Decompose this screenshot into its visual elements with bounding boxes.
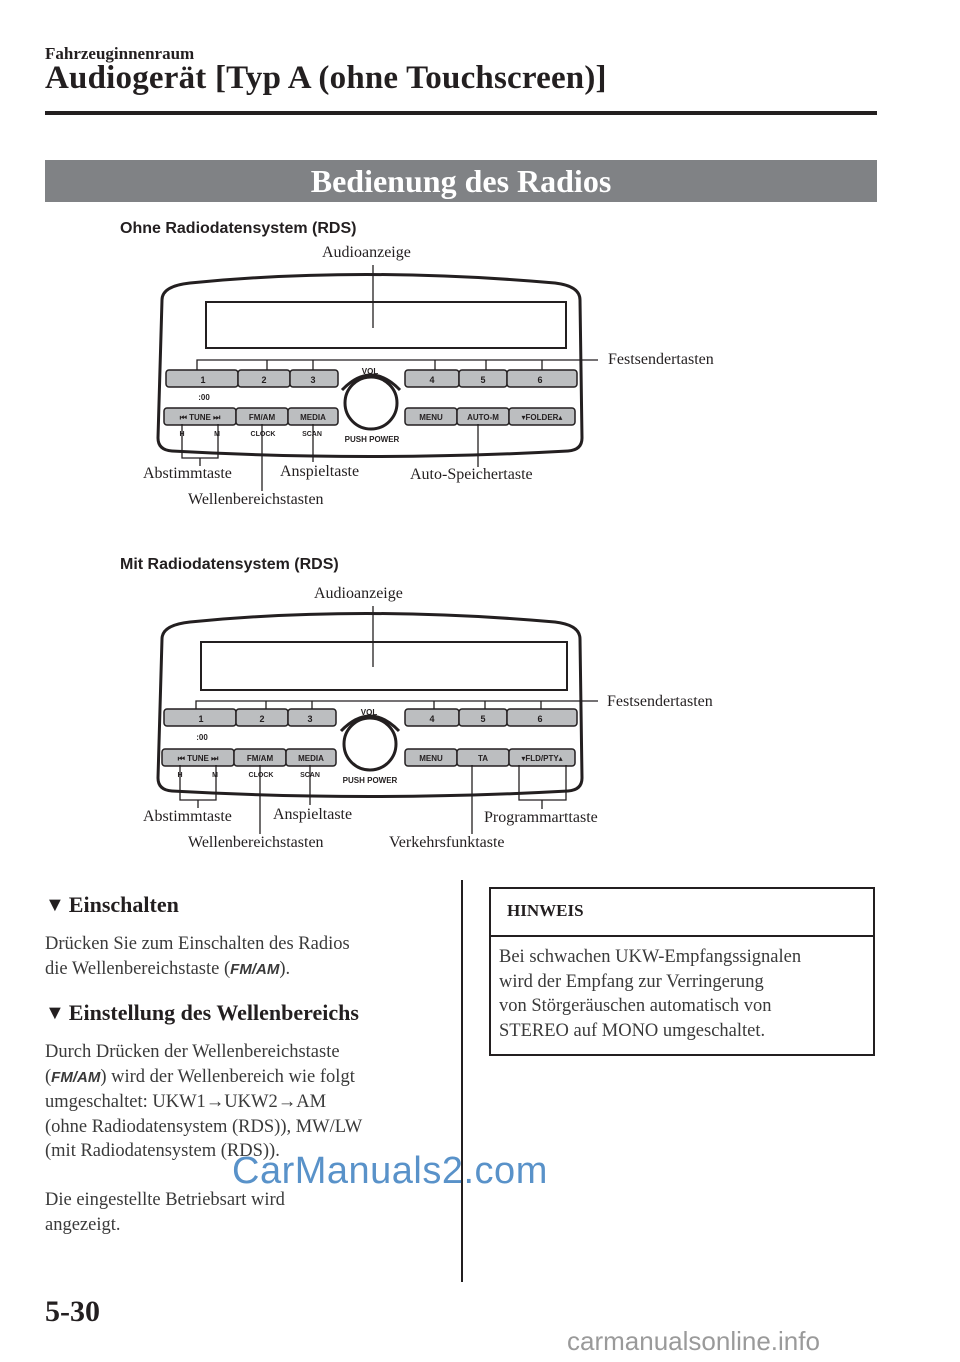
h-label-rds: H bbox=[177, 772, 183, 779]
media-key-label-rds: MEDIA bbox=[298, 754, 324, 763]
callout-band-rds: Wellenbereichstasten bbox=[188, 834, 324, 851]
callout-presets: Festsendertasten bbox=[608, 351, 714, 368]
band-key-label: FM/AM bbox=[248, 413, 276, 422]
preset-5-label: 5 bbox=[480, 375, 486, 385]
preset-3-label: 3 bbox=[310, 375, 316, 385]
preset-1-label: 1 bbox=[200, 375, 206, 385]
note-line-4: STEREO auf MONO umgeschaltet. bbox=[499, 1020, 766, 1041]
section-label: Fahrzeuginnenraum bbox=[45, 44, 195, 63]
folder-key-label: ▾FOLDER▴ bbox=[521, 413, 563, 422]
vol-label-rds: VOL bbox=[360, 708, 378, 717]
callout-program-type: Programmarttaste bbox=[484, 809, 598, 826]
note-body bbox=[499, 945, 871, 1043]
heading-einschalten bbox=[45, 892, 179, 918]
note-line-1: Bei schwachen UKW-Empfangssignalen bbox=[499, 947, 802, 967]
preset-2-label: 2 bbox=[261, 375, 267, 385]
triangle-down-icon: ▼ bbox=[45, 893, 65, 916]
scan-label-rds: SCAN bbox=[300, 772, 320, 779]
preset-2-label-rds: 2 bbox=[259, 714, 265, 724]
clock-sub-label: :00 bbox=[198, 393, 210, 402]
note-line-2: wird der Empfang zur Verringerung bbox=[499, 971, 764, 992]
einschalten-line-1: Drücken Sie zum Einschalten des Radios bbox=[45, 934, 350, 954]
note-box bbox=[489, 887, 875, 1056]
preset-3-label-rds: 3 bbox=[307, 714, 313, 724]
clock-sub-label-rds: :00 bbox=[196, 733, 208, 742]
heading-einschalten-text: Einschalten bbox=[68, 892, 179, 917]
diagram-caption-rds-on: Mit Radiodatensystem (RDS) bbox=[120, 556, 339, 573]
tune-key-label-rds: ⏮ TUNE ⏭ bbox=[177, 754, 219, 763]
radio-unit-rds-on bbox=[0, 560, 960, 870]
fld-pty-key-label: ▾FLD/PTY▴ bbox=[521, 754, 563, 763]
preset-4-label: 4 bbox=[429, 375, 435, 385]
ta-key-label: TA bbox=[477, 754, 489, 763]
callout-auto-store: Auto-Speichertaste bbox=[410, 466, 533, 483]
vol-label: VOL bbox=[361, 367, 379, 376]
clock-label: CLOCK bbox=[250, 431, 276, 438]
callout-tune: Abstimmtaste bbox=[143, 465, 232, 482]
wellenbereich-body bbox=[45, 1040, 455, 1237]
watermark: CarManuals2.com bbox=[232, 1150, 548, 1192]
tune-key-label: ⏮ TUNE ⏭ bbox=[179, 413, 221, 422]
note-line-3: von Störgeräuschen automatisch von bbox=[499, 996, 772, 1017]
preset-4-label-rds: 4 bbox=[429, 714, 435, 724]
scan-label: SCAN bbox=[302, 431, 322, 438]
fm-am-key: FM/AM bbox=[51, 1068, 101, 1086]
callout-scan: Anspieltaste bbox=[280, 463, 360, 480]
radio-unit-rds-off bbox=[0, 0, 960, 560]
wellenbereich-line-3: umgeschaltet: UKW1→UKW2→AM bbox=[45, 1092, 327, 1113]
callout-tune-rds: Abstimmtaste bbox=[143, 808, 232, 825]
wellenbereich-line-6: Die eingestellte Betriebsart wird bbox=[45, 1189, 285, 1210]
page-number: 5-30 bbox=[45, 1295, 100, 1328]
callout-display: Audioanzeige bbox=[322, 244, 411, 261]
h-label: H bbox=[179, 431, 185, 438]
title-banner: Bedienung des Radios bbox=[45, 160, 877, 202]
heading-wellenbereich-text: Einstellung des Wellenbereichs bbox=[68, 1000, 359, 1025]
note-header: HINWEIS bbox=[491, 889, 873, 937]
media-key-label: MEDIA bbox=[300, 413, 326, 422]
wellenbereich-line-2 bbox=[45, 1065, 455, 1091]
preset-6-label: 6 bbox=[537, 375, 543, 385]
page-heading: Audiogerät [Typ A (ohne Touchscreen)] bbox=[45, 60, 607, 96]
preset-5-label-rds: 5 bbox=[480, 714, 486, 724]
einschalten-body bbox=[45, 932, 445, 982]
wellenbereich-line-4: (ohne Radiodatensystem (RDS)), MW/LW bbox=[45, 1116, 363, 1137]
menu-key-label-rds: MENU bbox=[419, 754, 443, 763]
callout-display-rds: Audioanzeige bbox=[314, 585, 403, 602]
footer-watermark: carmanualsonline.info bbox=[567, 1326, 820, 1356]
diagram-caption-rds-off: Ohne Radiodatensystem (RDS) bbox=[120, 220, 357, 237]
fm-am-key: FM/AM bbox=[230, 960, 280, 978]
clock-label-rds: CLOCK bbox=[248, 772, 274, 779]
einschalten-line-2 bbox=[45, 957, 445, 983]
preset-6-label-rds: 6 bbox=[537, 714, 543, 724]
column-divider bbox=[461, 880, 463, 1282]
m-label-rds: M bbox=[212, 772, 218, 779]
wellenbereich-line-5: (mit Radiodatensystem (RDS)). bbox=[45, 1141, 280, 1162]
einschalten-line-2-post: ). bbox=[279, 958, 291, 979]
triangle-down-icon: ▼ bbox=[45, 1001, 65, 1024]
preset-1-label-rds: 1 bbox=[198, 714, 204, 724]
wellenbereich-line-2-post: ) wird der Wellenbereich wie folgt bbox=[100, 1066, 355, 1087]
heading-wellenbereich bbox=[45, 1000, 359, 1026]
callout-scan-rds: Anspieltaste bbox=[273, 806, 353, 823]
m-label: M bbox=[214, 431, 220, 438]
band-key-label-rds: FM/AM bbox=[246, 754, 274, 763]
callout-band: Wellenbereichstasten bbox=[188, 491, 324, 508]
wellenbereich-line-1: Durch Drücken der Wellenbereichstaste bbox=[45, 1042, 340, 1062]
callout-traffic: Verkehrsfunktaste bbox=[389, 834, 505, 851]
push-power-label: PUSH POWER bbox=[344, 435, 400, 444]
callout-presets-rds: Festsendertasten bbox=[607, 693, 713, 710]
einschalten-line-2-pre: die Wellenbereichstaste ( bbox=[45, 958, 231, 979]
auto-m-key-label: AUTO-M bbox=[467, 413, 499, 422]
wellenbereich-line-7: angezeigt. bbox=[45, 1214, 121, 1235]
wellenbereich-line-2-pre: ( bbox=[45, 1066, 52, 1087]
push-power-label-rds: PUSH POWER bbox=[342, 776, 398, 785]
menu-key-label: MENU bbox=[419, 413, 443, 422]
